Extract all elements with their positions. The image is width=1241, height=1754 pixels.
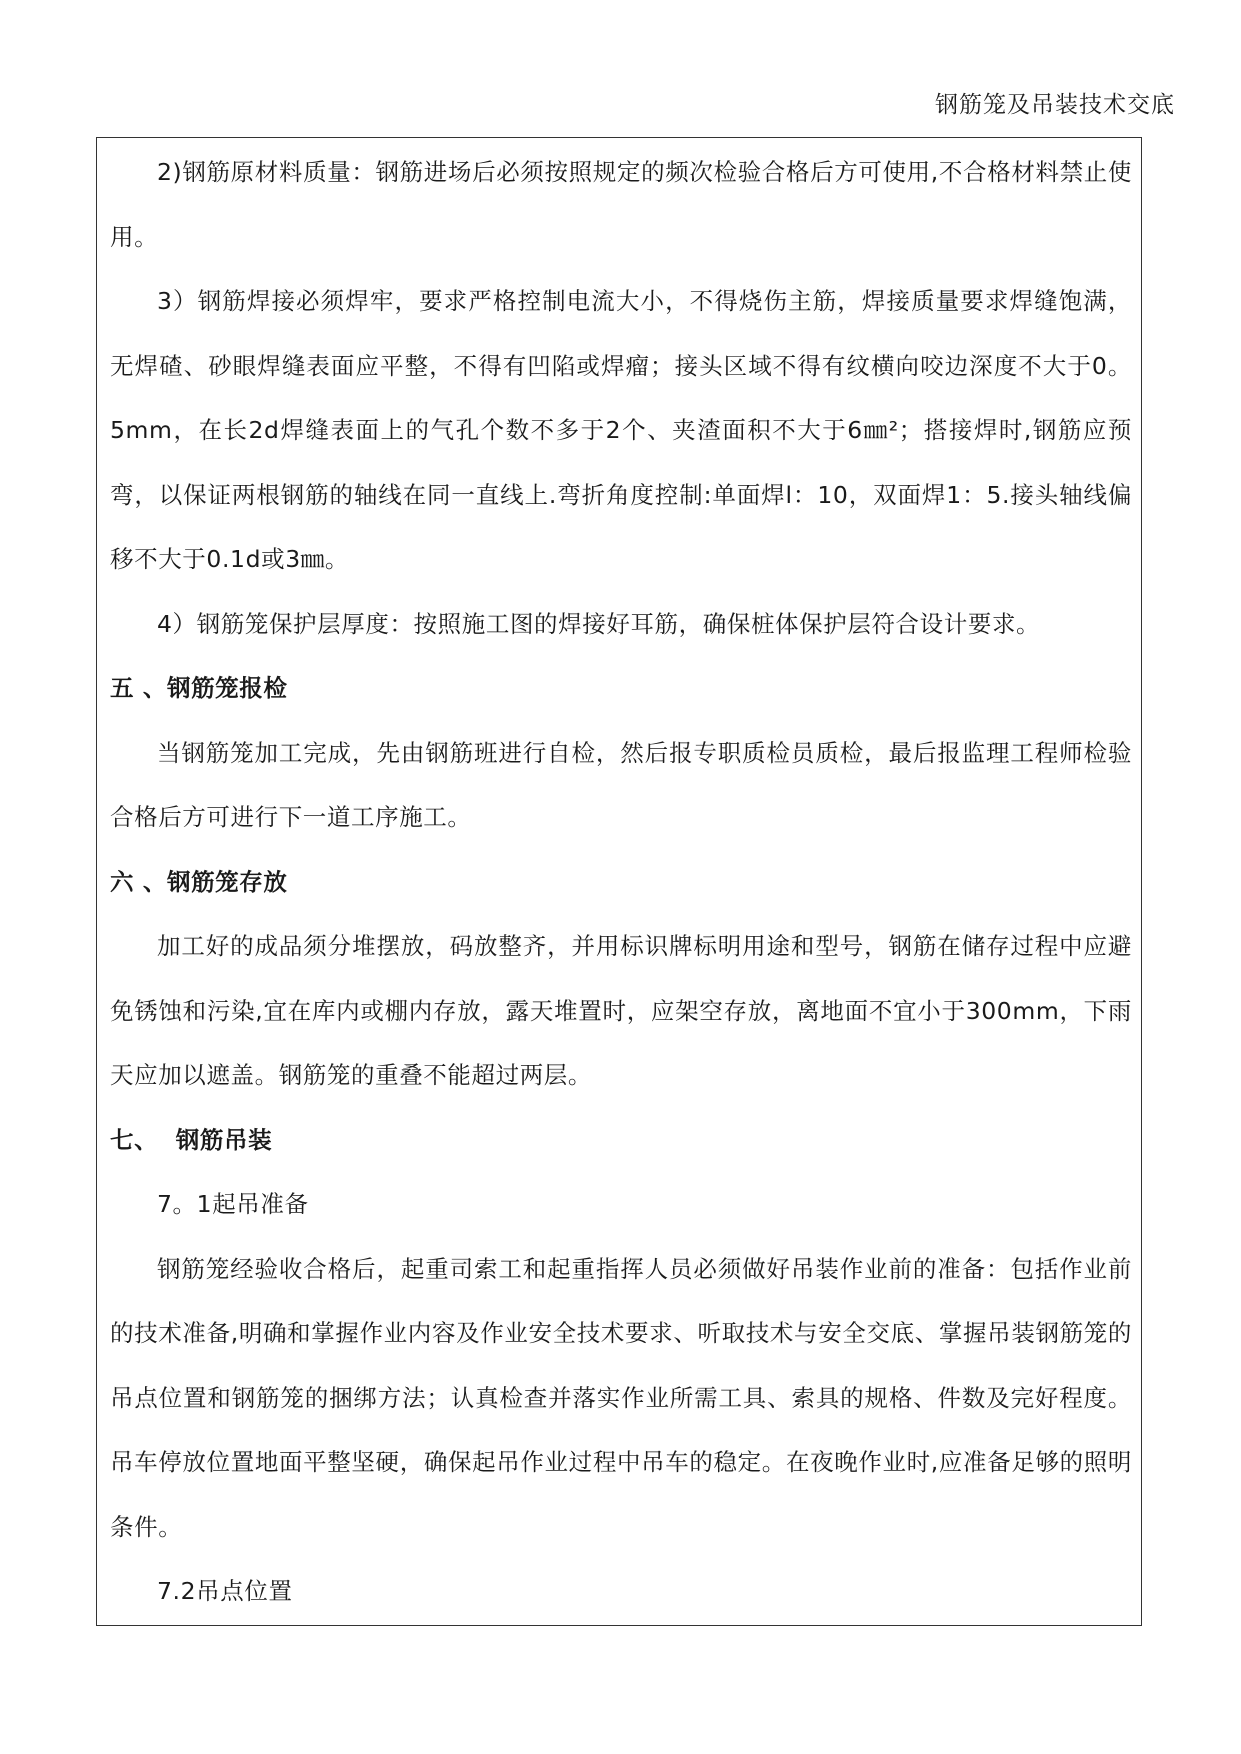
paragraph-storage: 加工好的成品须分堆摆放，码放整齐，并用标识牌标明用途和型号，钢筋在储存过程中应避免锈蚀和污染,宜在库内或棚内存放，露天堆置时，应架空存放，离地面不宜小于300mm，下雨天应加以遮盖。钢筋笼的重叠不能超过两层。: [110, 932, 1132, 1089]
paragraph-raw-material-quality: 2)钢筋原材料质量：钢筋进场后必须按照规定的频次检验合格后方可使用,不合格材料禁止使用。: [110, 158, 1132, 251]
document-body: [110, 140, 1132, 1624]
paragraph-lifting-preparation: 钢筋笼经验收合格后，起重司索工和起重指挥人员必须做好吊装作业前的准备：包括作业前的技术准备,明确和掌握作业内容及作业安全技术要求、听取技术与安全交底、掌握吊装钢筋笼的吊点位置和钢筋笼的捆绑方法；认真检查并落实作业所需工具、索具的规格、件数及完好程度。吊车停放位置地面平整坚硬，确保起吊作业过程中吊车的稳定。在夜晚作业时,应准备足够的照明条件。: [110, 1254, 1132, 1541]
section-heading-storage: 六 、钢筋笼存放: [110, 867, 288, 896]
section-heading-hoisting: 七、 钢筋吊装: [110, 1125, 273, 1154]
document-header-title: 钢筋笼及吊装技术交底: [935, 92, 1175, 118]
section-heading-inspection: 五 、钢筋笼报检: [110, 674, 288, 702]
paragraph-cover-thickness: 4）钢筋笼保护层厚度：按照施工图的焊接好耳筋，确保桩体保护层符合设计要求。: [157, 609, 1041, 638]
subheading-lifting-points: 7.2吊点位置: [157, 1577, 293, 1605]
paragraph-welding-requirements: 3）钢筋焊接必须焊牢，要求严格控制电流大小，不得烧伤主筋，焊接质量要求焊缝饱满，无焊碴、砂眼焊缝表面应平整，不得有凹陷或焊瘤；接头区域不得有纹横向咬边深度不大于0。5mm，在长2d焊缝表面上的气孔个数不多于2个、夹渣面积不大于6㎜²；搭接焊时,钢筋应预弯，以保证两根钢筋的轴线在同一直线上.弯折角度控制:单面焊l：10，双面焊1：5.接头轴线偏移不大于0.1d或3㎜。: [110, 287, 1132, 573]
subheading-lifting-preparation: 7。1起吊准备: [157, 1190, 309, 1218]
paragraph-inspection: 当钢筋笼加工完成，先由钢筋班进行自检，然后报专职质检员质检，最后报监理工程师检验合格后方可进行下一道工序施工。: [110, 738, 1132, 831]
